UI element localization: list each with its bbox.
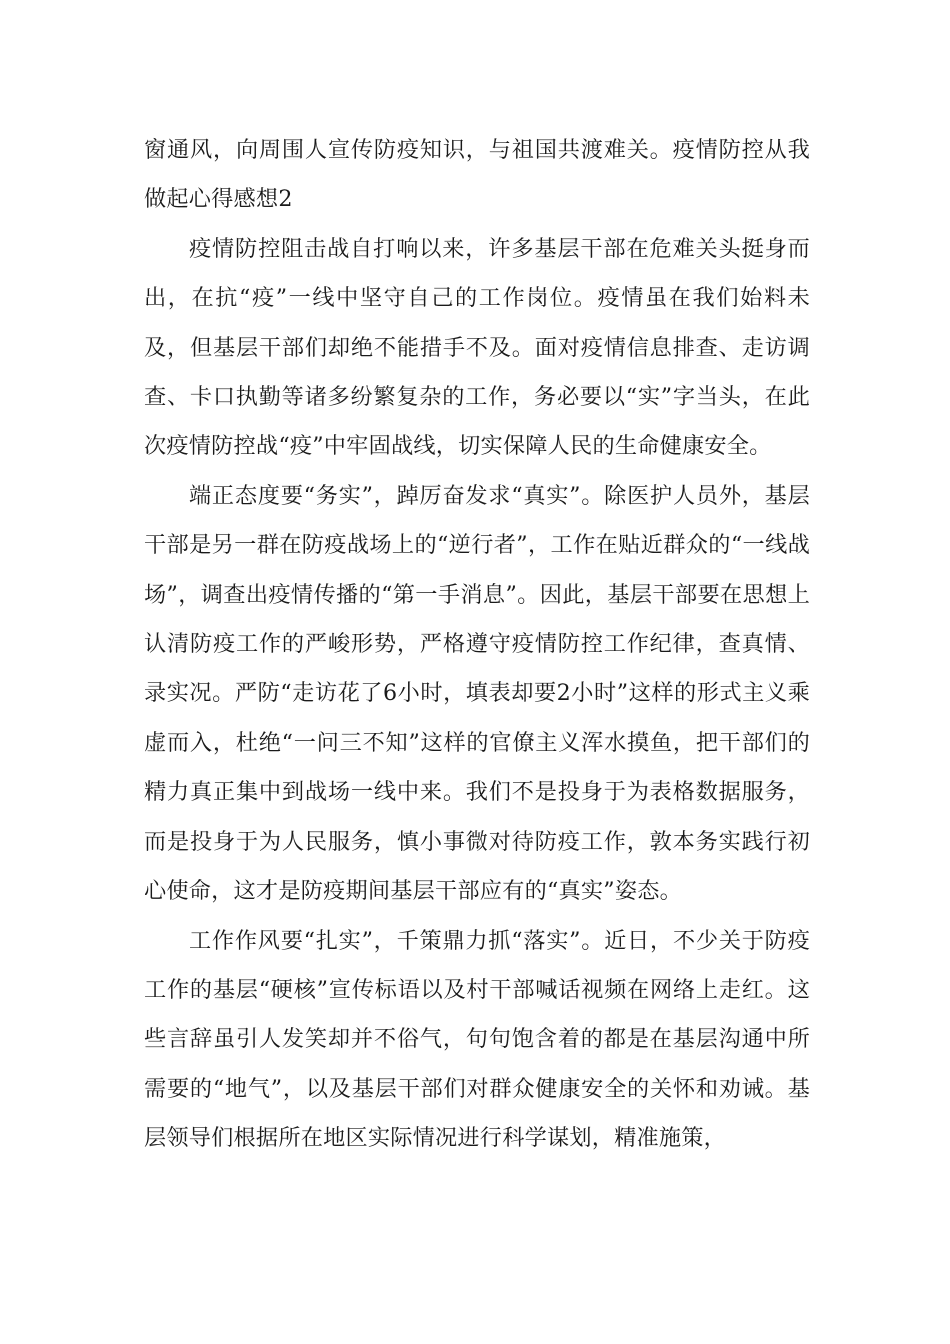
paragraph-2: 疫情防控阻击战自打响以来，许多基层干部在危难关头挺身而出，在抗“疫”一线中坚守自己的工作岗位。疫情虽在我们始料未及，但基层干部们却绝不能措手不及。面对疫情信息排查、走访调查、卡口执勤等诸多纷繁复杂的工作，务必要以“实”字当头，在此次疫情防控战“疫”中牢固战线，切实保障人民的生命健康安全。	[144, 235, 810, 460]
document-body	[144, 126, 810, 1164]
paragraph-3: 端正态度要“务实”，踔厉奋发求“真实”。除医护人员外，基层干部是另一群在防疫战场上的“逆行者”，工作在贴近群众的“一线战场”，调查出疫情传播的“第一手消息”。因此，基层干部要在思想上认清防疫工作的严峻形势，严格遵守疫情防控工作纪律，查真情、录实况。严防“走访花了6小时，填表却要2小时”这样的形式主义乘虚而入，杜绝“一问三不知”这样的官僚主义浑水摸鱼，把干部们的精力真正集中到战场一线中来。我们不是投身于为表格数据服务，而是投身于为人民服务，慎小事微对待防疫工作，敦本务实践行初心使命，这才是防疫期间基层干部应有的“真实”姿态。	[144, 482, 810, 905]
paragraph-1: 窗通风，向周围人宣传防疫知识，与祖国共渡难关。疫情防控从我做起心得感想2	[144, 137, 810, 213]
paragraph-4: 工作作风要“扎实”，千策鼎力抓“落实”。近日，不少关于防疫工作的基层“硬核”宣传标语以及村干部喊话视频在网络上走红。这些言辞虽引人发笑却并不俗气，句句饱含着的都是在基层沟通中所需要的“地气”，以及基层干部们对群众健康安全的关怀和劝诫。基层领导们根据所在地区实际情况进行科学谋划，精准施策，	[144, 927, 810, 1152]
